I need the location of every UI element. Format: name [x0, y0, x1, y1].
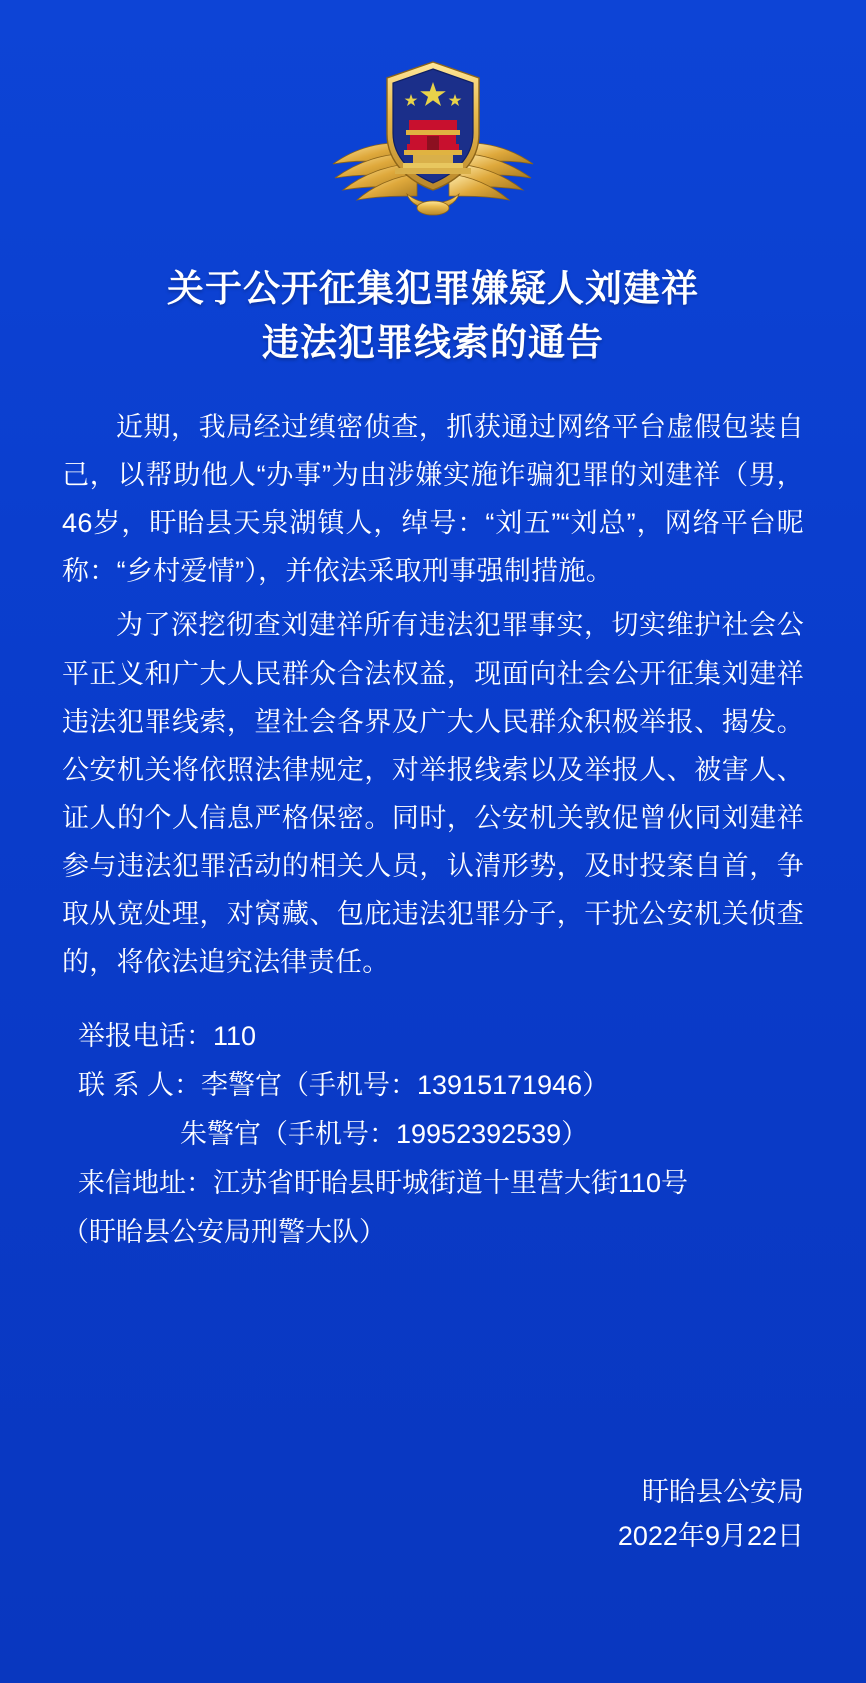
mail-address-line-1: 来信地址：江苏省盱眙县盱城街道十里营大街110号	[78, 1168, 689, 1199]
paragraph-2: 为了深挖彻查刘建祥所有违法犯罪事实，切实维护社会公平正义和广大人民群众合法权益，现面向社会公开征集刘建祥违法犯罪线索，望社会各界及广大人民群众积极举报、揭发。公安机关将依照法律规定，对举报线索以及举报人、被害人、证人的个人信息严格保密。同时，公安机关敦促曾伙同刘建祥参与违法犯罪活动的相关人员，认清形势，及时投案自首，争取从宽处理，对窝藏、包庇违法犯罪分子，干扰公安机关侦查的，将依法追究法律责任。	[62, 610, 804, 977]
title-line-1: 关于公开征集犯罪嫌疑人刘建祥	[167, 268, 699, 309]
tip-hotline: 举报电话：110	[78, 1020, 257, 1051]
paragraph-1: 近期，我局经过缜密侦查，抓获通过网络平台虚假包装自己，以帮助他人“办事”为由涉嫌实施诈骗犯罪的刘建祥（男，46岁，盱眙县天泉湖镇人，绰号：“刘五”“刘总”，网络平台昵称：“乡村爱情”），并依法采取刑事强制措施。	[62, 412, 804, 587]
issuing-organization: 盱眙县公安局	[642, 1476, 804, 1507]
mail-address-line-2: （盱眙县公安局刑警大队）	[62, 1217, 386, 1248]
emblem-container	[62, 0, 804, 228]
china-police-emblem-icon	[303, 48, 563, 228]
contact-person-2: 朱警官（手机号：19952392539）	[180, 1119, 589, 1150]
title-line-2: 违法犯罪线索的通告	[262, 321, 604, 363]
contact-person-1: 联 系 人：李警官（手机号：13915171946）	[78, 1069, 610, 1100]
notice-body	[62, 403, 804, 986]
contact-block	[62, 1012, 804, 1258]
signature-block	[618, 1470, 804, 1559]
page-title	[62, 262, 804, 369]
issue-date: 2022年9月22日	[617, 1521, 804, 1552]
